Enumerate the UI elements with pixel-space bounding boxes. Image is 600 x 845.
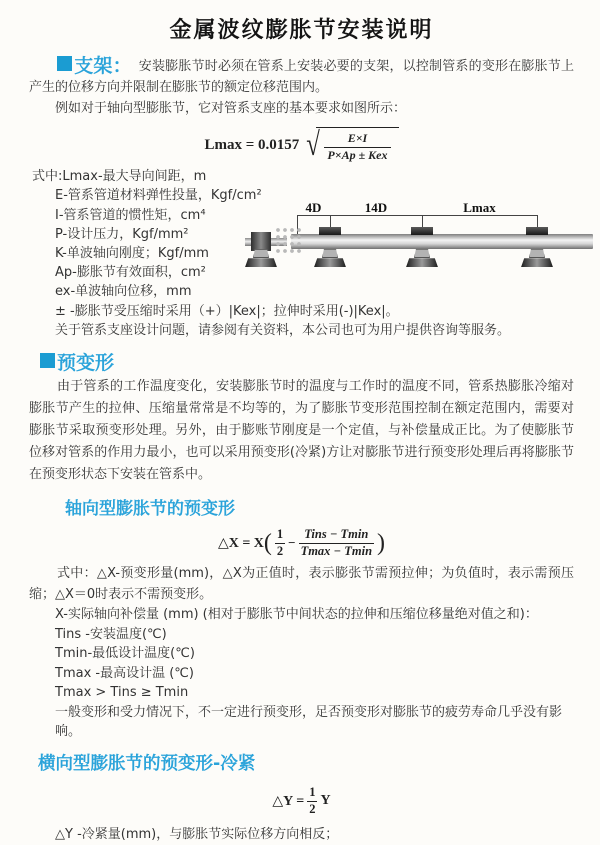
section-bullet-icon	[57, 56, 72, 71]
definition-line: K-单波轴向刚度；Kgf/mm	[55, 246, 209, 261]
formula-dy-denominator: 2	[309, 801, 316, 816]
section-bullet-icon	[40, 353, 55, 368]
anchor-stand	[241, 227, 281, 267]
page-title: 金属波纹膨胀节安装说明	[169, 18, 434, 43]
axial-item: Tins -安装温度(℃)	[55, 626, 167, 642]
subsection-heading-axial: 轴向型膨胀节的预变形	[65, 499, 235, 520]
support-intro-text: 安装膨胀节时必须在管系上安装必要的支架，以控制管系的变形在膨胀节上产生的位移方向并限制在膨胀节的额定位移范围内。	[29, 59, 574, 95]
section-heading-predeform: 预变形	[57, 352, 115, 375]
definition-line: I-管系管道的惯性矩，cm⁴	[55, 207, 206, 223]
open-paren: (	[263, 530, 272, 557]
dimension-line	[297, 215, 537, 216]
stand-base	[245, 258, 277, 267]
formula-dx-half-num: 1	[276, 527, 284, 542]
axial-item: Tmin-最低设计温度(℃)	[55, 646, 195, 662]
stand-base	[406, 258, 438, 267]
pipe-clamp	[411, 227, 433, 235]
formula-lmax-lhs: Lmax = 0.0157	[204, 136, 300, 153]
stand-saddle	[414, 249, 430, 258]
guide-support-stand	[402, 227, 442, 267]
axial-item: 一般变形和受力情况下，不一定进行预变形，足否预变形对膨胀节的疲劳寿命几乎没有影响。	[55, 704, 563, 740]
axial-item: Tmax -最高设计温 (℃)	[55, 665, 194, 681]
stand-base	[314, 258, 346, 267]
definition-line: E-管系管道材料弹性投量，Kgf/cm²	[55, 188, 262, 204]
stand-saddle	[322, 249, 338, 258]
stand-saddle	[529, 249, 545, 258]
axial-note-paragraph: 式中：△X-预变形量(mm)，△X为正值时，表示膨张节需预拉伸；为负值时，表示需预压缩；△X＝0时表示不需预变形。	[29, 566, 574, 603]
radical-sign: √	[306, 126, 321, 163]
dim-label-lmax: Lmax	[463, 200, 496, 216]
section-heading-support: 支架：	[74, 55, 132, 77]
pipe-clamp	[319, 227, 341, 235]
pipe-clamp	[526, 227, 548, 235]
lateral-note-line: △Y -冷紧量(mm)，与膨胀节实际位移方向相反；	[55, 827, 339, 843]
definition-line: P-设计压力，Kgf/mm²	[55, 226, 189, 242]
axial-item: Tmax > Tins ≥ Tmin	[55, 685, 189, 701]
guide-support-stand	[517, 227, 557, 267]
definition-line: Ap-膨胀节有效面积，cm²	[55, 265, 206, 281]
support-example-line: 例如对于轴向型膨胀节，它对管系支座的基本要求如图所示：	[55, 101, 407, 116]
stand-base	[521, 258, 553, 267]
formula-delta-y	[29, 785, 574, 817]
axial-item: X-实际轴向补偿量 (mm) (相对于膨胀节中间状态的拉伸和压缩位移量绝对值之和)：	[55, 607, 538, 623]
guide-support-stand	[310, 227, 350, 267]
guide-support-diagram	[245, 201, 599, 297]
formula-lmax	[29, 127, 574, 163]
stand-saddle	[253, 249, 269, 258]
dim-label-4d: 4D	[305, 200, 322, 216]
subsection-heading-lateral: 横向型膨胀节的预变形-冷紧	[38, 753, 256, 774]
formula-lmax-denominator: P×Ap ± Kex	[324, 147, 390, 164]
definition-line: ex-单波轴向位移，mm	[55, 284, 192, 300]
formula-dx-lhs: △X = X	[217, 535, 264, 551]
definition-line: 式中:Lmax-最大导向间距，m	[32, 169, 207, 185]
formula-dx-minus: −	[288, 535, 296, 551]
definition-line: ± -膨胀节受压缩时采用（+）|Kex|；拉伸时采用(-)|Kex|。	[55, 303, 399, 319]
formula-dy-lhs: △Y =	[272, 793, 305, 809]
section-heading-predeform-row	[40, 353, 574, 373]
formula-dy-rhs: Y	[320, 793, 331, 809]
dim-label-14d: 14D	[364, 200, 388, 216]
formula-dx-denominator: Tmax − Tmin	[300, 543, 373, 558]
formula-dx-half-den: 2	[276, 543, 284, 558]
support-note-line: 关于管系支座设计问题，请参阅有关资料，本公司也可为用户提供咨询等服务。	[55, 322, 511, 338]
formula-dx-numerator: Tins − Tmin	[304, 527, 369, 542]
support-intro-paragraph	[29, 56, 574, 98]
formula-lmax-numerator: E×I	[347, 131, 368, 145]
formula-lmax-radicand	[316, 127, 398, 163]
predeform-paragraph: 由于管系的工作温度变化，安装膨胀节时的温度与工作时的温度不同，管系热膨胀冷缩对膨胀节产生的拉伸、压缩量常常是不均等的，为了膨胀节变形范围控制在额定范围内，需要对膨胀节采取预变形处理。另外，由于膨账节刚度是一个定值，与补偿量成正比。为了使膨胀节位移对管系的作用力最小，也可以采用预变形(冷紧)方让对膨胀节进行预变形处理后再将膨胀节在预变形状态下安装在管系中。	[29, 379, 574, 483]
formula-dy-numerator: 1	[309, 784, 316, 799]
close-paren: )	[377, 530, 386, 557]
formula-delta-x	[29, 527, 574, 559]
definitions-and-diagram-zone	[29, 167, 574, 343]
